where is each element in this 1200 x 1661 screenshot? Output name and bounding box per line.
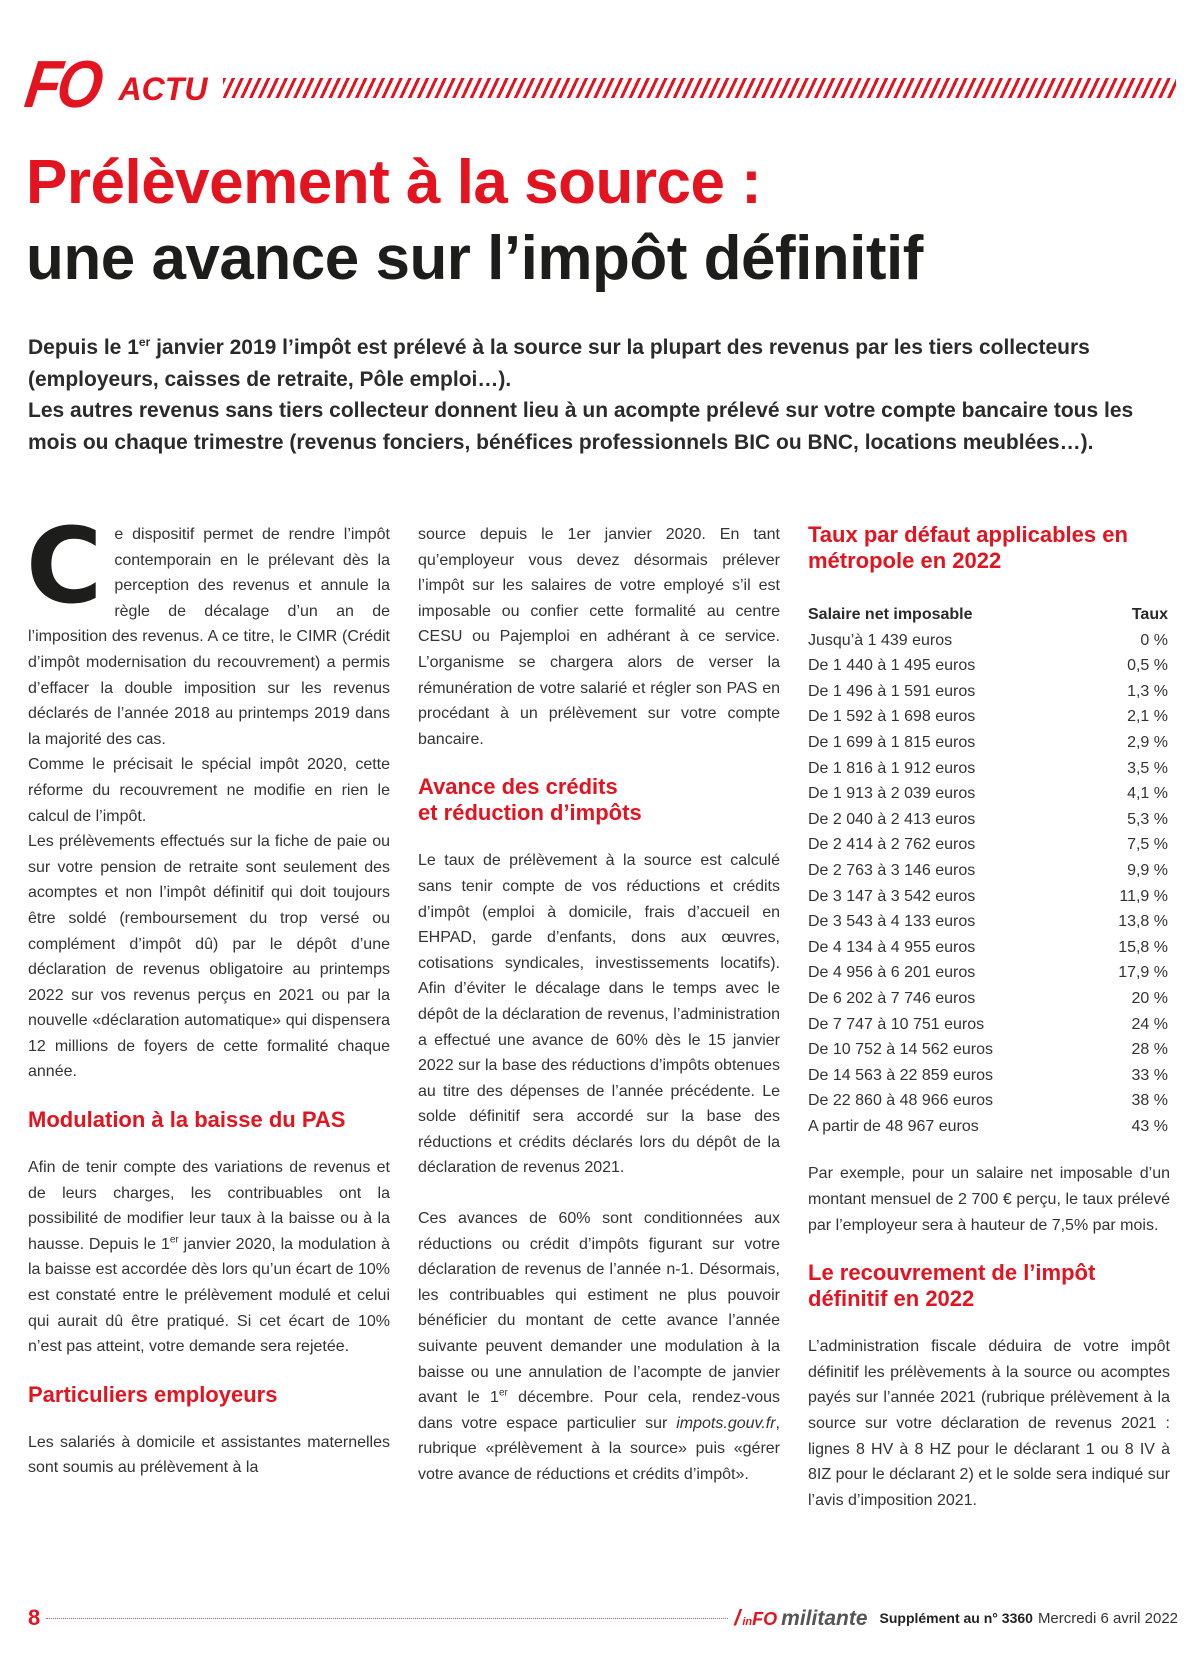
salary-range: De 1 496 à 1 591 euros (808, 682, 976, 700)
rate-value: 11,9 % (1119, 887, 1168, 905)
salary-range: De 1 816 à 1 912 euros (808, 759, 976, 777)
section-label: ACTU (118, 70, 208, 107)
table-row (808, 935, 1170, 961)
heading-particuliers: Particuliers employeurs (28, 1381, 278, 1407)
rates-table-body (808, 628, 1170, 1140)
rate-value: 0,5 % (1127, 657, 1168, 675)
superscript: er (498, 1387, 508, 1399)
table-row (808, 807, 1170, 833)
table-row (808, 1063, 1170, 1089)
table-row (808, 832, 1170, 858)
salary-range: De 4 956 à 6 201 euros (808, 964, 976, 982)
title-line-1: Prélèvement à la source : (26, 148, 762, 217)
column-header-rate: Taux (1131, 606, 1168, 623)
logo-fo: FO (752, 1609, 778, 1629)
table-row (808, 730, 1170, 756)
title-line-2: une avance sur l’impôt définitif (26, 224, 923, 293)
table-row (808, 986, 1170, 1012)
salary-range: Jusqu’à 1 439 euros (808, 631, 953, 649)
table-header-row (808, 602, 1170, 628)
lead-paragraph (28, 332, 1158, 458)
rate-value: 15,8 % (1118, 938, 1168, 956)
logo-militante: militante (781, 1607, 868, 1630)
body-paragraph: Comme le précisait le spécial impôt 2020, cette réforme du recouvrement ne modifie en rien le calcul de l’impôt. (28, 756, 390, 825)
table-row (808, 653, 1170, 679)
table-row (808, 1037, 1170, 1063)
masthead (20, 47, 1176, 122)
example-paragraph: Par exemple, pour un salaire net imposable d’un montant mensuel de 2 700 € perçu, le taux prélevé par l’employeur sera à hauteur de 7,5% par mois. (808, 1165, 1170, 1234)
table-row (808, 858, 1170, 884)
body-paragraph: source depuis le 1er janvier 2020. En tant qu’employeur vous devez désormais prélever l’impôt sur les salaires de votre employé s’il est imposable ou confier cette formalité au centre CESU ou Pajemploi en adhérant à ce service. L’organisme se chargera alors de verser la rémunération de votre salarié et régler son PAS en procédant à un prélèvement sur votre compte bancaire. (418, 526, 780, 748)
body-paragraph (418, 1206, 780, 1488)
table-row (808, 756, 1170, 782)
rate-value: 28 % (1131, 1041, 1168, 1059)
table-row (808, 1088, 1170, 1114)
body-paragraph: L’administration fiscale déduira de votre impôt définitif les prélèvements à la source ou acomptes payés sur l’année 2021 (rubrique prélèvement à la source sur votre déclaration de revenus 2021 : lignes 8 HV à 8 HZ pour le déclarant 1 ou 8 IV à 8IZ pour le déclarant 2) et le solde sera indiqué sur l’avis d’imposition 2021. (808, 1338, 1170, 1509)
body-paragraph: Le taux de prélèvement à la source est calculé sans tenir compte de vos réductions et crédits d’impôt (emploi à domicile, frais d’accueil en EHPAD, garde d’enfants, dons aux œuvres, cotisations syndicales, investissements locatifs). Afin d’éviter le décalage dans le temps avec le dépôt de la déclaration de revenus, l’administration a effectué une avance de 60% dès le 15 janvier 2022 sur la base des réductions d’impôts obtenues au titre des dépenses de l’année précédente. Le solde définitif sera accordé sur la base des réductions et crédits déclarés lors du dépôt de la déclaration de revenus 2021. (418, 852, 780, 1177)
heading-line: et réduction d’impôts (418, 800, 642, 826)
lead-p1 (28, 332, 1158, 395)
table-row (808, 679, 1170, 705)
body-text: janvier 2020, la modulation à la baisse est accordée dès lors qu’un écart de 10% est constaté entre le prélèvement modulé et celui qui aurait dû être pratiqué. Si cet écart de 10% n’est pas atteint, votre demande sera rejetée. (28, 1235, 390, 1356)
heading-avance (418, 774, 780, 826)
rate-value: 20 % (1131, 989, 1168, 1007)
rate-value: 13,8 % (1118, 913, 1168, 931)
intro-paragraph (26, 505, 390, 752)
body-text: Ces avances de 60% sont conditionnées aux réductions ou crédit d’impôts figurant sur votre déclaration de revenus de l’année n-1. Désormais, les contribuables qui estiment ne plus pouvoir bénéficier du montant de cette avance l’année suivante peuvent demander une modulation à la baisse ou une annulation de l’acompte de janvier avant le 1 (418, 1210, 780, 1407)
lead-text: Depuis le 1 (28, 336, 139, 359)
salary-range: De 1 699 à 1 815 euros (808, 733, 976, 751)
column-3 (808, 522, 1170, 1513)
lead-p2: Les autres revenus sans tiers collecteur donnent lieu à un acompte prélevé sur votre compte bancaire tous les mois ou chaque trimestre (revenus fonciers, bénéfices professionnels BIC ou BNC, locations meublées…). (28, 399, 1134, 454)
rate-value: 1,3 % (1127, 682, 1168, 700)
salary-range: De 7 747 à 10 751 euros (808, 1015, 985, 1033)
body-paragraph: Les prélèvements effectués sur la fiche de paie ou sur votre pension de retraite sont seulement des acomptes et non l’impôt définitif qui doit toujours être soldé (remboursement du trop versé ou complément d’impôt dû) par le dépôt d’une déclaration de revenus obligatoire au printemps 2022 sur vos revenus perçus en 2021 ou par la nouvelle «déclaration automatique» qui dispensera 12 millions de foyers de cette formalité chaque année. (28, 833, 390, 1081)
issue-number: Supplément au n° 3360 (879, 1610, 1033, 1626)
body-text: , rubrique «prélèvement à la source» puis «gérer votre avance de réductions et crédits d’impôt». (418, 1414, 780, 1483)
table-row (808, 960, 1170, 986)
salary-range: A partir de 48 967 euros (808, 1117, 979, 1135)
salary-range: De 4 134 à 4 955 euros (808, 938, 976, 956)
rate-value: 3,5 % (1127, 759, 1168, 777)
table-row (808, 884, 1170, 910)
rate-value: 38 % (1131, 1092, 1168, 1110)
salary-range: De 2 414 à 2 762 euros (808, 836, 976, 854)
rate-value: 17,9 % (1118, 964, 1168, 982)
logo-in: in (742, 1616, 753, 1628)
body-paragraph: Les salariés à domicile et assistantes maternelles sont soumis au prélèvement à la (28, 1433, 390, 1477)
body-paragraph (28, 1155, 390, 1360)
salary-range: De 3 147 à 3 542 euros (808, 887, 976, 905)
lead-text: janvier 2019 l’impôt est prélevé à la source sur la plupart des revenus par les tiers collecteurs (employeurs, caisses de retraite, Pôle emploi…). (28, 336, 1090, 391)
column-2 (418, 522, 780, 1488)
salary-range: De 1 913 à 2 039 euros (808, 785, 976, 803)
body-text: e dispositif permet de rendre l’impôt contemporain en le prélevant dès la perception des revenus et annule la règle de décalage d’un an de l’imposition des revenus. A ce titre, le CIMR (Crédit d’impôt modernisation du recouvrement) a permis d’effacer la double imposition sur les revenus déclarés de l’année 2018 au printemps 2019 dans la majorité des cas. (28, 526, 390, 748)
table-row (808, 1012, 1170, 1038)
heading-recouvrement: Le recouvrement de l’impôt définitif en 2022 (808, 1260, 1096, 1312)
rates-table-title: Taux par défaut applicables en métropole en 2022 (808, 522, 1128, 573)
rate-value: 9,9 % (1127, 861, 1168, 879)
article-title (26, 145, 1176, 297)
rate-value: 2,9 % (1127, 733, 1168, 751)
column-header-salary: Salaire net imposable (808, 606, 973, 623)
dropcap: C (26, 505, 103, 627)
rates-table (808, 602, 1170, 1139)
logo-slash: / (734, 1605, 741, 1630)
salary-range: De 2 040 à 2 413 euros (808, 810, 976, 828)
table-row (808, 704, 1170, 730)
table-row (808, 1114, 1170, 1140)
rate-value: 0 % (1140, 631, 1168, 649)
column-1 (26, 505, 390, 1481)
heading-line: Avance des crédits (418, 774, 618, 800)
rate-value: 7,5 % (1127, 836, 1168, 854)
dotted-divider (46, 1618, 728, 1619)
salary-range: De 14 563 à 22 859 euros (808, 1066, 994, 1084)
rate-value: 4,1 % (1127, 785, 1168, 803)
issue-date: Mercredi 6 avril 2022 (1037, 1609, 1178, 1627)
salary-range: De 3 543 à 4 133 euros (808, 913, 976, 931)
rate-value: 2,1 % (1127, 708, 1168, 726)
body-text: décembre. Pour cela, rendez-vous dans votre espace particulier sur (418, 1389, 780, 1432)
page-footer (28, 1603, 1178, 1633)
website-link[interactable]: impots.gouv.fr (676, 1414, 776, 1432)
salary-range: De 2 763 à 3 146 euros (808, 861, 976, 879)
decorative-stripes (223, 78, 1176, 98)
superscript: er (138, 335, 151, 349)
salary-range: De 1 440 à 1 495 euros (808, 657, 976, 675)
rate-value: 5,3 % (1127, 810, 1168, 828)
superscript: er (169, 1234, 179, 1246)
table-row (808, 909, 1170, 935)
table-row (808, 781, 1170, 807)
table-row (808, 628, 1170, 654)
salary-range: De 10 752 à 14 562 euros (808, 1041, 994, 1059)
body-text: Afin de tenir compte des variations de revenus et de leurs charges, les contribuables ont la possibilité de modifier leur taux à la baisse ou à la hausse. Depuis le 1 (28, 1159, 390, 1253)
rate-value: 33 % (1131, 1066, 1168, 1084)
rate-value: 24 % (1131, 1015, 1168, 1033)
salary-range: De 6 202 à 7 746 euros (808, 989, 976, 1007)
salary-range: De 1 592 à 1 698 euros (808, 708, 976, 726)
heading-modulation: Modulation à la baisse du PAS (28, 1107, 346, 1133)
page-number: 8 (28, 1605, 41, 1630)
info-militante-logo (734, 1605, 867, 1631)
rate-value: 43 % (1131, 1117, 1168, 1135)
salary-range: De 22 860 à 48 966 euros (808, 1092, 994, 1110)
fo-logo: FO (20, 47, 104, 122)
